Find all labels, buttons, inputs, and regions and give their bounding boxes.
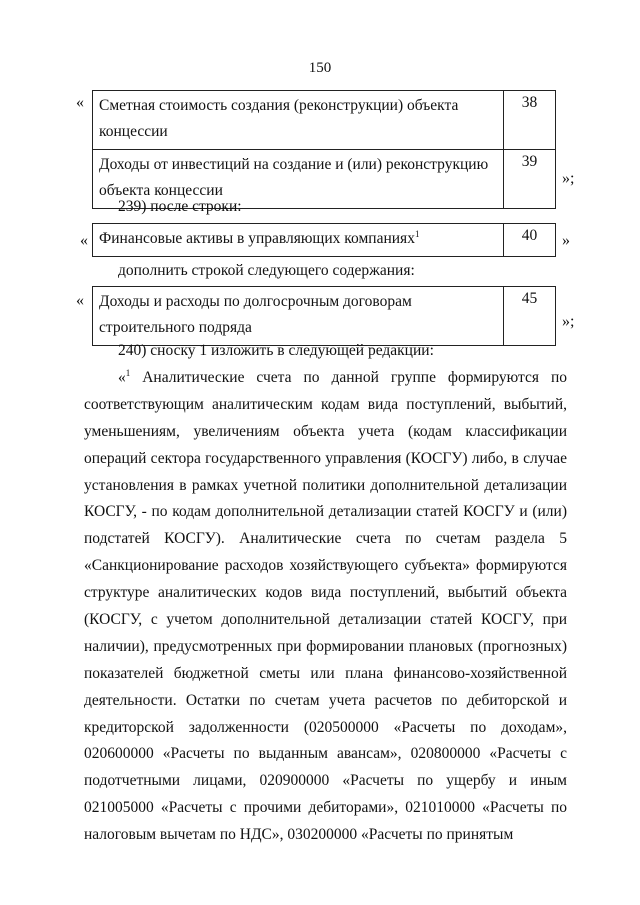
account-code-cell: 40 (504, 224, 556, 257)
paragraph-line: операций сектора государственного управления (КОСГУ) либо, в случае (84, 449, 567, 467)
close-quote: »; (562, 170, 575, 187)
account-name-line1: Сметная стоимость создания (реконструкции) объекта (99, 97, 459, 114)
open-quote: « (118, 369, 126, 386)
paragraph-line: наличии), предусмотренных при формировании плановых (прогнозных) (84, 637, 567, 655)
paragraph-line: 021005000 «Расчеты с прочими дебиторами», 021010000 «Расчеты по (84, 799, 567, 817)
accounts-table-2 (92, 223, 556, 257)
paragraph-line: КОСГУ, - по кодам дополнительной детализации статей КОСГУ и (или) (84, 503, 567, 521)
footnote-mark: 1 (125, 367, 131, 378)
account-code-cell: 39 (504, 150, 556, 209)
account-name-line2: концессии (99, 123, 168, 140)
table-row (93, 224, 556, 257)
paragraph-line: «$^1$ Аналитические счета по данной группе формируются по (118, 367, 567, 386)
account-name: Финансовые активы в управляющих компаниях (99, 230, 415, 247)
account-name-line2: объекта концессии (99, 182, 223, 199)
paragraph-line: деятельности. Остатки по счетам учета расчетов по дебиторской и (84, 691, 567, 709)
paragraph-line: соответствующим аналитическим кодам вида поступлений, выбытий, (84, 395, 567, 413)
close-quote: »; (562, 313, 575, 330)
account-name-line1: Доходы и расходы по долгосрочным договорам (99, 293, 412, 310)
close-quote: » (562, 232, 570, 249)
item-239: 239) после строки: (118, 198, 242, 215)
account-name-line2: строительного подряда (99, 319, 252, 336)
account-name-cell (93, 287, 504, 346)
account-name-cell (93, 224, 504, 257)
open-quote: « (76, 94, 84, 111)
paragraph-line: уменьшениям, увеличениям объекта учета (кодам классификации (84, 422, 567, 440)
paragraph-line: установления в рамках учетной политики дополнительной детализации (84, 476, 567, 494)
paragraph-line: показателей бюджетной сметы или плана финансово-хозяйственной (84, 664, 567, 682)
paragraph-line: подстатей КОСГУ). Аналитические счета по счетам раздела 5 (84, 530, 567, 548)
open-quote: « (76, 292, 84, 309)
account-code-cell: 45 (504, 287, 556, 346)
footnote-paragraph (84, 365, 567, 849)
account-code-cell: 38 (504, 91, 556, 150)
open-quote: « (80, 232, 88, 249)
account-name-cell (93, 91, 504, 150)
footnote-mark: 1 (414, 228, 420, 239)
table-row (93, 287, 556, 346)
paragraph-line: (КОСГУ, с учетом дополнительной детализации статей КОСГУ, при (84, 611, 567, 629)
paragraph-line: налоговым вычетам по НДС», 030200000 «Расчеты по принятым (84, 826, 514, 844)
paragraph-line: «Санкционирование расходов хозяйствующего субъекта» формируются (84, 557, 567, 575)
paragraph-line: структуре аналитических кодов вида поступлений, выбытий объекта (84, 584, 567, 602)
paragraph-line: подотчетными лицами, 020900000 «Расчеты по ущербу и иным (84, 772, 567, 790)
paragraph-line: кредиторской задолженности (020500000 «Расчеты по доходам», (84, 718, 567, 736)
table-row (93, 91, 556, 150)
page-number: 150 (308, 60, 332, 76)
account-name-line1: Доходы от инвестиций на создание и (или) реконструкцию (99, 156, 489, 173)
paragraph-line: 020600000 «Расчеты по выданным авансам», 020800000 «Расчеты с (84, 745, 567, 763)
accounts-table-1 (92, 90, 556, 209)
supplement-instruction: дополнить строкой следующего содержания: (118, 262, 415, 279)
accounts-table-3 (92, 286, 556, 346)
item-240: 240) сноску 1 изложить в следующей редакции: (118, 342, 434, 359)
